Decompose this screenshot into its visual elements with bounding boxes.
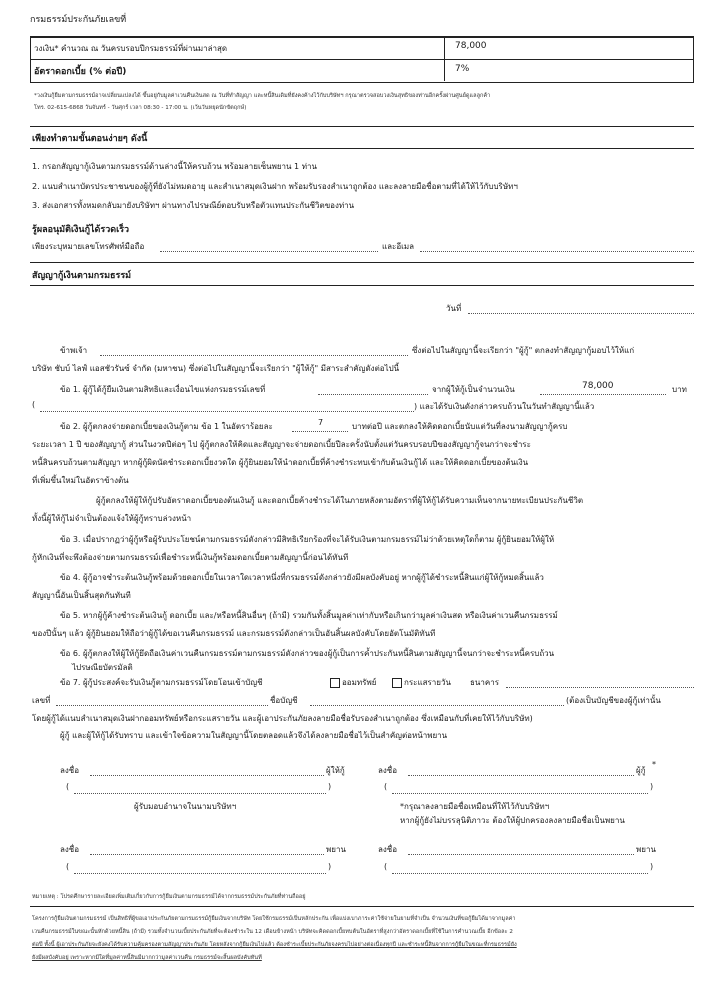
step-1: 1. กรอกสัญญากู้เงินตามกรมธรรม์ด้านล่างนี้ให้ครบถ้วน พร้อมลายเซ็นพยาน 1 ท่าน bbox=[32, 162, 317, 171]
savings-account-label: ออมทรัพย์ bbox=[342, 678, 377, 687]
borrower-signature-field[interactable] bbox=[408, 775, 634, 776]
table-row-divider bbox=[30, 59, 694, 60]
step-2: 2. แนบสำเนาบัตรประชาชนของผู้กู้ที่ยังไม่หมดอายุ และสำเนาสมุดเงินฝาก พร้อมรับรองสำเนาถูกต้อง และลงลายมือชื่อตามที่ได้ให้ไว้กับบริษัทฯ bbox=[32, 182, 518, 191]
current-account-checkbox[interactable] bbox=[392, 678, 402, 688]
borrower-role: ผู้กู้ bbox=[636, 766, 646, 775]
witness-1-sign-label: ลงชื่อ bbox=[60, 845, 80, 854]
borrower-name-open: ( bbox=[384, 782, 388, 791]
clause-7-line-3: โดยผู้กู้ได้แนบสำเนาสมุดเงินฝากออมทรัพย์หรือกระแสรายวัน และผู้เอาประกันภัยลงลายมือชื่อรับรองสำเนาถูกต้อง ซึ่งเหมือนกับที่เคยให้ไว้กับบริษัท) bbox=[32, 714, 533, 723]
account-owner-note: (ต้องเป็นบัญชีของผู้กู้เท่านั้น bbox=[566, 696, 661, 705]
clause-2-line-2: ระยะเวลา 1 ปี ของสัญญากู้ ส่วนในงวดปีต่อๆ ไป ผู้กู้ตกลงให้คิดและสัญญาจะจ่ายดอกเบี้ยปีละครั้งนับตั้งแต่วันครบรอบปีของสัญญากู้จนกว่าจะชำระ bbox=[32, 440, 531, 449]
account-number-field[interactable] bbox=[56, 705, 268, 706]
contract-title: สัญญากู้เงินตามกรมธรรม์ bbox=[32, 271, 132, 281]
footer-line-3: ต่อปี ทั้งนี้ ผู้เอาประกันภัยจะยังคงได้รับความคุ้มครองตามสัญญาประกันภัย โดยหลังจากกู้ยืมเงินไปแล้ว ต้องชำระเบี้ยประกันภัยจงครบไปอย่างต่อเนื่องทุกปี และชำระหนี้สินจากการกู้ยืมในขณะที่กรมธรรม์ยัง bbox=[32, 942, 517, 948]
clause-7-text: ข้อ 7. ผู้กู้ประสงค์จะรับเงินกู้ตามกรมธรรม์โดยโอนเข้าบัญชี bbox=[60, 678, 263, 687]
bank-name-field[interactable] bbox=[506, 687, 694, 688]
borrower-intro-text: ซึ่งต่อไปในสัญญานี้จะเรียกว่า "ผู้กู้" ตกลงทำสัญญากู้มอบไว้ให้แก่ bbox=[412, 346, 635, 355]
witness-2-name-field[interactable] bbox=[392, 873, 648, 874]
borrower-name-field[interactable] bbox=[392, 793, 648, 794]
witness-1-name-close: ) bbox=[328, 862, 332, 871]
footer-line-2: เวนคืนกรมธรรม์ในขณะนั้นหักด้วยหนี้สิน (ถ้ามี) รวมทั้งจำนวนเบี้ยประกันภัยที่จะต้องชำระใน 12 เดือนข้างหน้า บริษัทจะคิดดอกเบี้ยทบต้นในอัตราที่สูงกว่าอัตราดอกเบี้ยที่ใช้ในการคำนวณเบี้ย อีกข้อละ 2 bbox=[32, 929, 513, 935]
witness-2-sign-label: ลงชื่อ bbox=[378, 845, 398, 854]
clause-2-para-2-line-1: ผู้กู้ตกลงให้ผู้ให้กู้ปรับอัตราดอกเบี้ยของต้นเงินกู้ และดอกเบี้ยค้างชำระได้ในภายหลังตามอัตราที่ผู้ให้กู้ได้รับความเห็นจากนายทะเบียนประกันชีวิต bbox=[96, 496, 584, 505]
bank-label: ธนาคาร bbox=[470, 678, 499, 687]
amount-words-open: ( bbox=[32, 400, 36, 409]
policy-number-label: กรมธรรม์ประกันภัยเลขที่ bbox=[30, 15, 127, 25]
call-center-note: โทร. 02-615-6868 วันจันทร์ - วันศุกร์ เวลา 08:30 - 17:00 น. (เว้นวันหยุดนักขัตฤกษ์) bbox=[34, 105, 247, 111]
steps-divider bbox=[30, 148, 694, 149]
lender-intro-text: บริษัท ชับบ์ ไลฟ์ แอสชัวรันซ์ จำกัด (มหาชน) ซึ่งต่อไปในสัญญานี้จะเรียกว่า "ผู้ให้กู้" มีสาระสำคัญดังต่อไปนี้ bbox=[32, 364, 400, 373]
witness-2-name-close: ) bbox=[650, 862, 654, 871]
clause-6-line-2: ไปรษณียบัตรมัลติ bbox=[72, 663, 133, 672]
lender-name-open: ( bbox=[66, 782, 70, 791]
loan-amount-field[interactable] bbox=[540, 394, 666, 395]
interest-rate-label: อัตราดอกเบี้ย (% ต่อปี) bbox=[34, 67, 127, 77]
clause-6-line-1: ข้อ 6. ผู้กู้ตกลงให้ผู้ให้กู้ยึดถือเงินค่าเวนคืนกรมธรรม์ตามกรมธรรม์ดังกล่าวของผู้กู้เป็นการค้ำประกันหนี้สินตามสัญญานี้จนกว่าจะชำระหนี้ครบถ้วน bbox=[60, 649, 555, 658]
footer-divider bbox=[30, 906, 694, 907]
clause-1-received: ) และได้รับเงินดังกล่าวครบถ้วนในวันทำสัญญานี้แล้ว bbox=[414, 402, 595, 411]
witness-1-signature-field[interactable] bbox=[90, 854, 324, 855]
lender-signature-field[interactable] bbox=[90, 775, 324, 776]
contract-divider bbox=[30, 285, 694, 286]
clause-2-text: ข้อ 2. ผู้กู้ตกลงจ่ายดอกเบี้ยของเงินกู้ตาม ข้อ 1 ในอัตราร้อยละ bbox=[60, 422, 273, 431]
email-field[interactable] bbox=[420, 251, 694, 252]
clause-4-line-1: ข้อ 4. ผู้กู้อาจชำระต้นเงินกู้พร้อมด้วยดอกเบี้ยในเวลาใดเวลาหนึ่งที่กรมธรรม์ดังกล่าวยังมีผลบังคับอยู่ หากผู้กู้ได้ชำระหนี้สินแก่ผู้ให้กู้หมดสิ้นแล้ว bbox=[60, 573, 544, 582]
lender-name-close: ) bbox=[328, 782, 332, 791]
email-label: และอีเมล bbox=[382, 242, 415, 251]
witness-1-role: พยาน bbox=[326, 845, 346, 854]
date-label: วันที่ bbox=[446, 304, 462, 313]
witness-2-signature-field[interactable] bbox=[408, 854, 634, 855]
clause-2-para-2-line-2: ทั้งนี้ผู้ให้กู้ไม่จำเป็นต้องแจ้งให้ผู้กู้ทราบล่วงหน้า bbox=[32, 514, 192, 523]
steps-title: เพียงทำตามขั้นตอนง่ายๆ ดังนี้ bbox=[32, 134, 148, 144]
amount-words-field[interactable] bbox=[40, 411, 414, 412]
phone-label: เพียงระบุหมายเลขโทรศัพท์มือถือ bbox=[32, 242, 145, 251]
account-name-field[interactable] bbox=[310, 705, 564, 706]
lender-caption: ผู้รับมอบอำนาจในนามบริษัทฯ bbox=[134, 802, 237, 811]
interest-rate-field[interactable] bbox=[292, 431, 348, 432]
witness-2-role: พยาน bbox=[636, 845, 656, 854]
clause-2-text-cont: บาทต่อปี และตกลงให้คิดดอกเบี้ยนับแต่วันที่ลงนามสัญญากู้ครบ bbox=[352, 422, 568, 431]
lender-name-field[interactable] bbox=[74, 793, 326, 794]
witness-2-name-open: ( bbox=[384, 862, 388, 871]
clause-3-line-2: กู้หักเงินที่จะพึงต้องจ่ายตามกรมธรรม์เพื่อชำระหนี้เงินกู้พร้อมดอกเบี้ยตามสัญญานี้ก่อนได้ทันที bbox=[32, 553, 349, 562]
approval-title: รู้ผลอนุมัติเงินกู้ได้รวดเร็ว bbox=[32, 225, 130, 235]
witness-1-name-field[interactable] bbox=[74, 873, 326, 874]
interest-rate-value: 7% bbox=[455, 64, 470, 74]
borrower-name-close: ) bbox=[650, 782, 654, 791]
credit-limit-value: 78,000 bbox=[455, 41, 487, 51]
footer-line-4: ยังมีผลบังคับอยู่ เพราะหากมีใดที่มูลค่าหนี้สินมีมากกว่ามูลค่าเวนคืน กรมธรรม์จะสิ้นผลบังคับทันที bbox=[32, 955, 262, 961]
approval-divider bbox=[30, 262, 694, 263]
step-3: 3. ส่งเอกสารทั้งหมดกลับมายังบริษัทฯ ผ่านทางไปรษณีย์ตอบรับหรือตัวแทนประกันชีวิตของท่าน bbox=[32, 201, 355, 210]
clause-3-line-1: ข้อ 3. เมื่อปรากฏว่าผู้กู้หรือผู้รับประโยชน์ตามกรมธรรม์ดังกล่าวมีสิทธิเรียกร้องที่จะได้รับเงินตามกรมธรรม์ไม่ว่าด้วยเหตุใดก็ตาม ผู้กู้ยินยอมให้ผู้ให้ bbox=[60, 535, 555, 544]
footer-remark: หมายเหตุ : โปรดศึกษารายละเอียดเพิ่มเติมเกี่ยวกับการกู้ยืมเงินตามกรมธรรม์ได้จากกรมธรรม์ประกันภัยที่ท่านถืออยู่ bbox=[32, 894, 306, 900]
credit-limit-label: วงเงิน* คำนวณ ณ วันครบรอบปีกรมธรรม์ที่ผ่านมาล่าสุด bbox=[34, 44, 228, 53]
account-name-label: ชื่อบัญชี bbox=[270, 696, 298, 705]
date-field[interactable] bbox=[468, 313, 694, 314]
borrower-asterisk: * bbox=[652, 760, 656, 769]
clause-2-line-3: หนี้สินครบถ้วนตามสัญญา หากผู้กู้ผิดนัดชำระดอกเบี้ยงวดใด ผู้กู้ยินยอมให้นำดอกเบี้ยที่ค้างชำระทบเข้ากับต้นเงินกู้ได้ และให้คิดดอกเบี้ยของต้นเงิน bbox=[32, 458, 529, 467]
borrower-name-field[interactable] bbox=[100, 355, 408, 356]
table-col-divider bbox=[444, 37, 445, 81]
witness-1-name-open: ( bbox=[66, 862, 70, 871]
lender-sign-label: ลงชื่อ bbox=[60, 766, 80, 775]
borrower-sign-label: ลงชื่อ bbox=[378, 766, 398, 775]
acknowledgement-text: ผู้กู้ และผู้ให้กู้ได้รับทราบ และเข้าใจข้อความในสัญญานี้โดยตลอดแล้วจึงได้ลงลายมือชื่อไว้เป็นสำคัญต่อหน้าพยาน bbox=[60, 731, 448, 740]
guardian-note: หากผู้กู้ยังไม่บรรลุนิติภาวะ ต้องให้ผู้ปกครองลงลายมือชื่อเป็นพยาน bbox=[400, 816, 625, 825]
clause-1-text: ข้อ 1. ผู้กู้ได้กู้ยืมเงินตามสิทธิและเงื่อนไขแห่งกรมธรรม์เลขที่ bbox=[60, 385, 266, 394]
interest-rate-entry: 7 bbox=[318, 418, 324, 427]
current-account-label: กระแสรายวัน bbox=[404, 678, 451, 687]
clause-5-line-2: ของปีนั้นๆ แล้ว ผู้กู้ยินยอมให้ถือว่าผู้กู้ได้ขอเวนคืนกรมธรรม์ และกรมธรรม์ดังกล่าวเป็นอันสิ้นผลบังคับโดยอัตโนมัติทันที bbox=[32, 629, 436, 638]
lender-role: ผู้ให้กู้ bbox=[326, 766, 345, 775]
loan-amount-value: 78,000 bbox=[582, 381, 614, 391]
credit-limit-note: *วงเงินกู้ยืมตามกรมธรรม์อาจเปลี่ยนแปลงได้ ขึ้นอยู่กับมูลค่าเวนคืนเงินสด ณ วันที่ทำสัญญา และหนี้สินเดิมที่ยังคงค้างไว้กับบริษัทฯ กรุณาตรวจสอบวงเงินสุทธิของท่านอีกครั้งผ่านศูนย์ดูแลลูกค้า bbox=[34, 93, 491, 99]
clause-1-amount-label: จากผู้ให้กู้เป็นจำนวนเงิน bbox=[432, 385, 515, 394]
account-number-label: เลขที่ bbox=[32, 696, 51, 705]
borrower-intro-label: ข้าพเจ้า bbox=[60, 346, 88, 355]
clause-2-line-4: ที่เพิ่มขึ้นใหม่ในอัตราข้างต้น bbox=[32, 476, 129, 485]
section-divider bbox=[30, 126, 694, 127]
clause-4-line-2: สัญญานี้อันเป็นสิ้นสุดกันทันที bbox=[32, 591, 131, 600]
baht-label: บาท bbox=[672, 385, 687, 394]
policy-number-field[interactable] bbox=[318, 394, 428, 395]
footer-line-1: โครงการกู้ยืมเงินตามกรมธรรม์ เป็นสิทธิที่ผู้ขอเอาประกันภัยตามกรมธรรม์กู้ยืมเงินจากบริษัท โดยใช้กรมธรรม์เป็นหลักประกัน เพื่อแบ่งเบาภาระค่าใช้จ่ายในยามที่จำเป็น จำนวนเงินที่ขอกู้ยืมได้มาจากมูลค่า bbox=[32, 916, 516, 922]
borrower-signature-note: *กรุณาลงลายมือชื่อเหมือนที่ให้ไว้กับบริษัทฯ bbox=[400, 802, 550, 811]
clause-5-line-1: ข้อ 5. หากผู้กู้ค้างชำระต้นเงินกู้ ดอกเบี้ย และ/หรือหนี้สินอื่นๆ (ถ้ามี) รวมกันทั้งสิ้นมูลค่าเท่ากับหรือเกินกว่ามูลค่าเงินสด หรือเงินค่าเวนคืนกรมธรรม์ bbox=[60, 611, 558, 620]
phone-field[interactable] bbox=[160, 251, 378, 252]
savings-account-checkbox[interactable] bbox=[330, 678, 340, 688]
